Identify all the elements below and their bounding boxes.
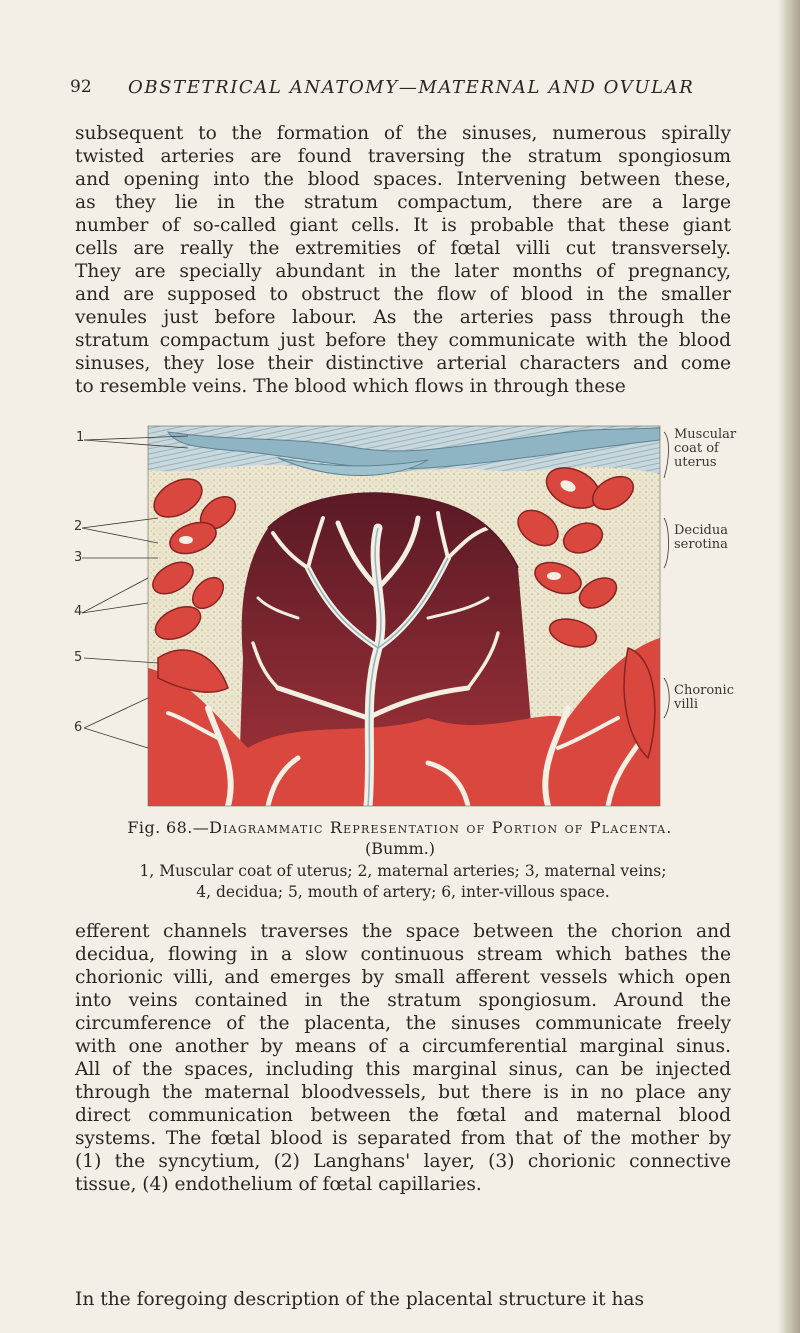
text-line: and are supposed to obstruct the flow of blood in the smaller: [75, 284, 731, 305]
legend-line-2: 4, decidua; 5, mouth of artery; 6, inter-villous space.: [196, 883, 610, 901]
text-line: through the maternal bloodvessels, but there is in no place any: [75, 1082, 731, 1103]
text-line: (1) the syncytium, (2) Langhans' layer, (3) chorionic connective: [75, 1151, 731, 1172]
text-line: tissue, (4) endothelium of fœtal capillaries.: [75, 1174, 482, 1195]
label-decidua-serotina: Decidua serotina: [674, 523, 728, 552]
caption-title: Diagrammatic Representation of Portion of Placenta.: [209, 818, 673, 837]
text-line: as they lie in the stratum compactum, there are a large: [75, 192, 731, 213]
label-muscular-coat: Muscular coat of uterus: [674, 427, 737, 470]
text-line: decidua, flowing in a slow continuous stream which bathes the: [75, 944, 731, 965]
text-line: number of so-called giant cells. It is probable that these giant: [75, 215, 731, 236]
text-line: cells are really the extremities of fœtal villi cut transversely.: [75, 238, 731, 259]
figure-caption: [70, 818, 730, 837]
text-line: venules just before labour. As the arteries pass through the: [75, 307, 731, 328]
label-chorionic-villi: Choronic villi: [674, 683, 734, 712]
text-line: chorionic villi, and emerges by small afferent vessels which open: [75, 967, 731, 988]
figure-placenta: [68, 418, 768, 810]
text-line: systems. The fœtal blood is separated from that of the mother by: [75, 1128, 731, 1149]
placenta-illustration: [68, 418, 768, 810]
page-header: [70, 77, 730, 103]
figure-legend: [75, 861, 731, 903]
text-line: twisted arteries are found traversing the stratum spongiosum: [75, 146, 731, 167]
running-head: OBSTETRICAL ANATOMY—MATERNAL AND OVULAR: [128, 77, 695, 98]
text-line: efferent channels traverses the space between the chorion and: [75, 921, 731, 942]
text-line: and opening into the blood spaces. Intervening between these,: [75, 169, 731, 190]
text-line: They are specially abundant in the later months of pregnancy,: [75, 261, 731, 282]
page-edge-shadow: [778, 0, 800, 1333]
text-line: into veins contained in the stratum spongiosum. Around the: [75, 990, 731, 1011]
caption-source: (Bumm.): [365, 839, 435, 858]
text-line: with one another by means of a circumferential marginal sinus.: [75, 1036, 731, 1057]
caption-prefix: Fig. 68.—: [127, 818, 210, 837]
legend-line-1: 1, Muscular coat of uterus; 2, maternal arteries; 3, maternal veins;: [139, 862, 667, 880]
text-line: In the foregoing description of the placental structure it has: [75, 1289, 645, 1310]
paragraph-2: [75, 920, 731, 1196]
figure-number-2: 2: [74, 519, 83, 534]
page-number: 92: [70, 77, 92, 97]
text-line: to resemble veins. The blood which flows in through these: [75, 376, 626, 397]
text-line: direct communication between the fœtal and maternal blood: [75, 1105, 731, 1126]
figure-number-1: 1: [76, 430, 85, 445]
text-line: sinuses, they lose their distinctive arterial characters and come: [75, 353, 731, 374]
figure-number-3: 3: [74, 550, 83, 565]
paragraph-3: [75, 1288, 731, 1311]
figure-number-5: 5: [74, 650, 83, 665]
text-line: stratum compactum just before they communicate with the blood: [75, 330, 731, 351]
text-line: subsequent to the formation of the sinuses, numerous spirally: [75, 123, 731, 144]
figure-number-4: 4: [74, 604, 83, 619]
paragraph-1: [75, 122, 731, 398]
figure-number-6: 6: [74, 720, 83, 735]
text-line: All of the spaces, including this marginal sinus, can be injected: [75, 1059, 731, 1080]
text-line: circumference of the placenta, the sinuses communicate freely: [75, 1013, 731, 1034]
